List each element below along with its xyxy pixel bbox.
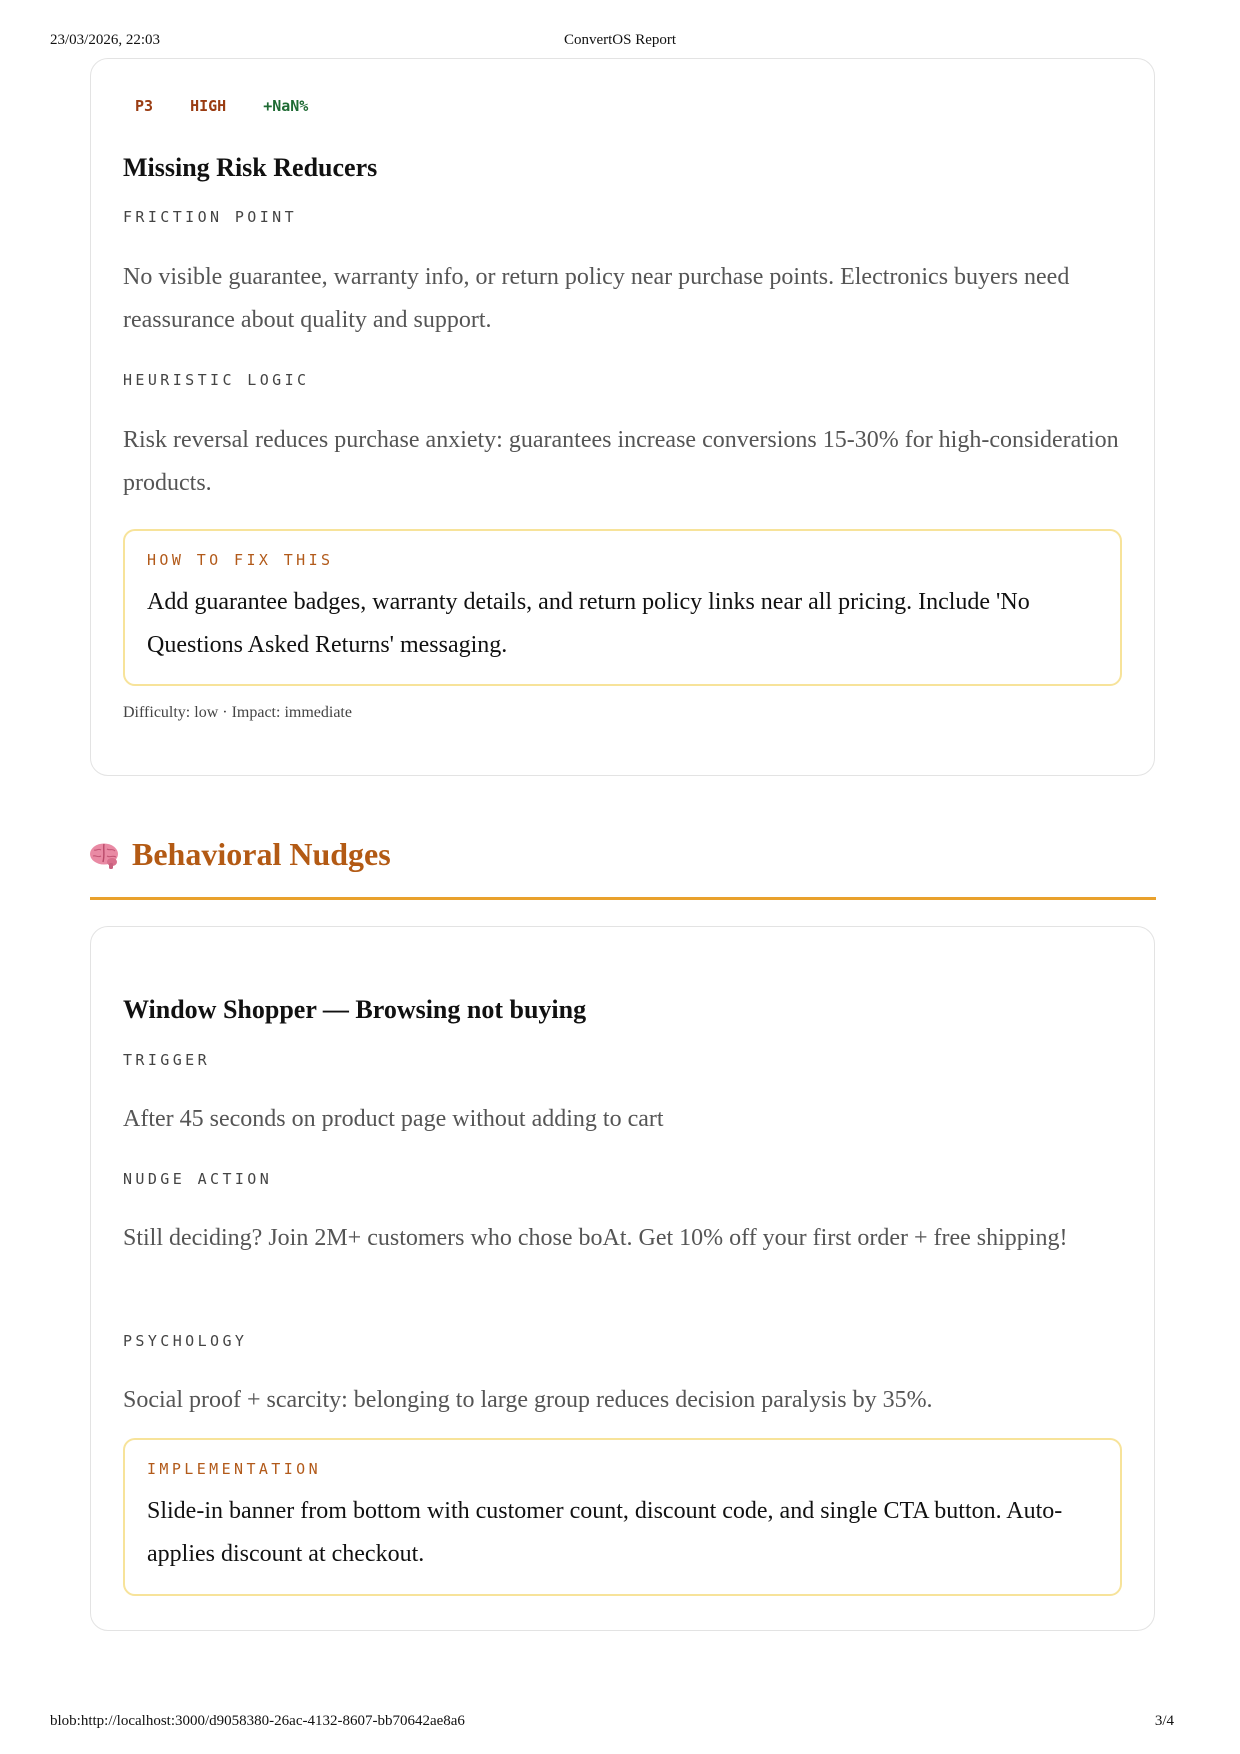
print-url: blob:http://localhost:3000/d9058380-26ac-4132-8607-bb70642ae8a6: [50, 1713, 465, 1729]
trigger-label: TRIGGER: [123, 1051, 211, 1069]
fix-label: HOW TO FIX THIS: [147, 551, 334, 569]
brain-icon: [88, 840, 120, 872]
heuristic-logic-label: HEURISTIC LOGIC: [123, 371, 310, 389]
tag-row: [135, 97, 345, 115]
trigger-text: After 45 seconds on product page without adding to cart: [123, 1106, 664, 1132]
print-datetime: 23/03/2026, 22:03: [50, 32, 161, 48]
card-title: Missing Risk Reducers: [123, 153, 378, 182]
lift-badge: +NaN%: [263, 97, 309, 115]
section-header: [88, 836, 1158, 884]
print-header: [0, 32, 1240, 52]
nudge-action-text: Still deciding? Join 2M+ customers who chose boAt. Get 10% off your first order + free shipping!: [123, 1225, 1068, 1251]
priority-badge: P3: [135, 97, 154, 115]
section-divider: [90, 897, 1156, 900]
friction-card: [90, 58, 1155, 776]
severity-badge: HIGH: [190, 97, 227, 115]
nudge-action-label: NUDGE ACTION: [123, 1170, 273, 1188]
psychology-label: PSYCHOLOGY: [123, 1332, 248, 1350]
print-title: ConvertOS Report: [563, 32, 677, 48]
nudge-title: Window Shopper — Browsing not buying: [123, 995, 587, 1024]
implementation-label: IMPLEMENTATION: [147, 1460, 322, 1478]
fix-text: Add guarantee badges, warranty details, and return policy links near all pricing. Include 'No Questions Asked Returns' messaging.: [147, 589, 1030, 658]
friction-point-label: FRICTION POINT: [123, 208, 298, 226]
friction-point-text: No visible guarantee, warranty info, or return policy near purchase points. Electronics buyers need reassurance about quality and support.: [123, 264, 1070, 333]
psychology-text: Social proof + scarcity: belonging to large group reduces decision paralysis by 35%.: [123, 1387, 933, 1413]
fix-box: [123, 529, 1122, 686]
nudge-card: [90, 926, 1155, 1631]
page-number: 3/4: [1154, 1713, 1174, 1729]
section-title: Behavioral Nudges: [132, 836, 391, 872]
heuristic-logic-text: Risk reversal reduces purchase anxiety: guarantees increase conversions 15-30% for high-consideration products.: [123, 427, 1119, 496]
print-footer: [0, 1713, 1240, 1733]
implementation-box: [123, 1438, 1122, 1596]
implementation-text: Slide-in banner from bottom with customer count, discount code, and single CTA button. Auto-applies discount at checkout.: [147, 1498, 1063, 1567]
difficulty-impact-meta: Difficulty: low · Impact: immediate: [123, 704, 352, 721]
